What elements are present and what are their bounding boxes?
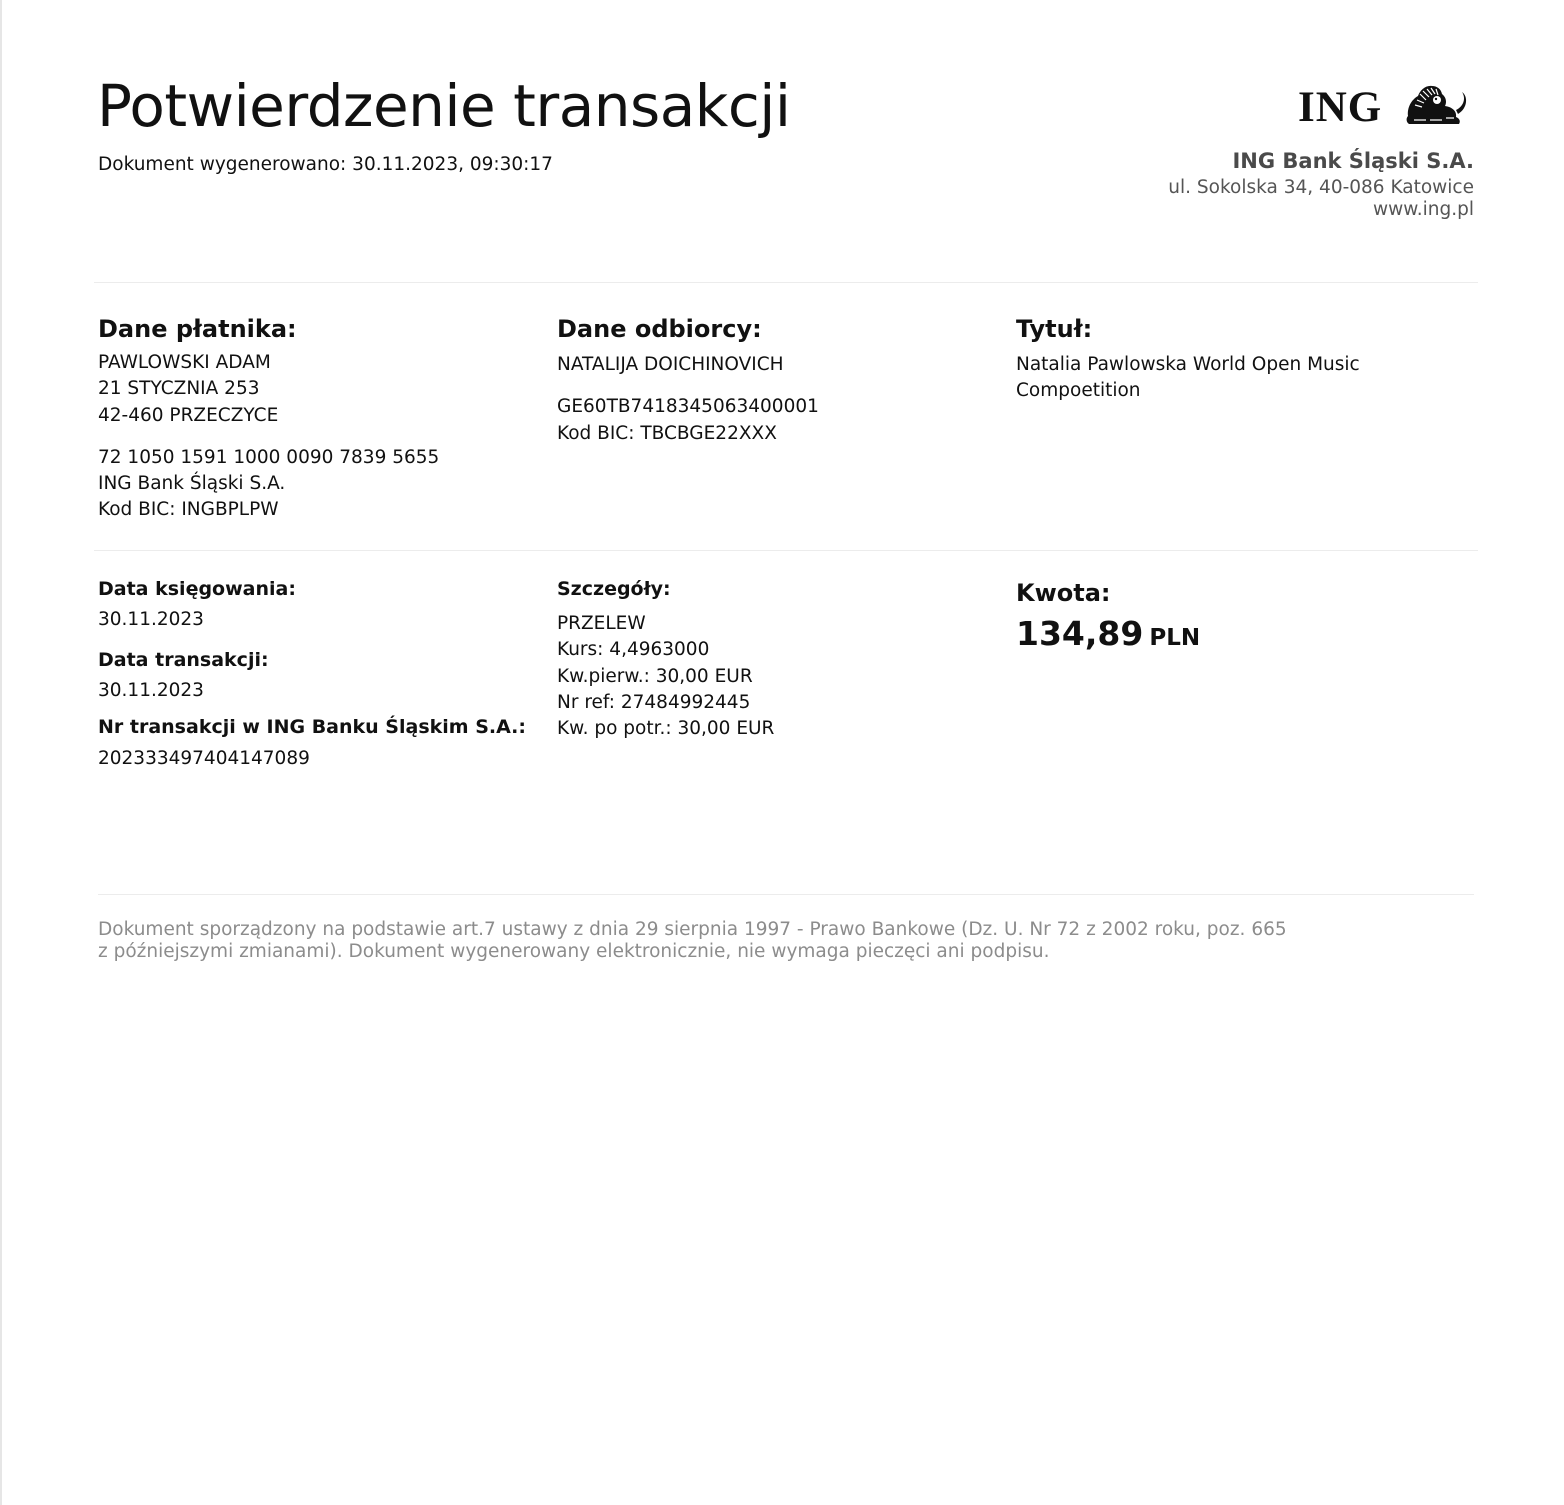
lion-icon (1407, 86, 1466, 124)
payer-heading: Dane płatnika: (98, 315, 297, 343)
transaction-number-label: Nr transakcji w ING Banku Śląskim S.A.: (98, 716, 526, 738)
dates-section (98, 575, 538, 773)
generated-value: 30.11.2023, 09:30:17 (352, 154, 553, 175)
payer-street: 21 STYCZNIA 253 (98, 378, 260, 400)
details-section (557, 575, 997, 742)
amount-heading: Kwota: (1016, 579, 1111, 607)
legal-note-line-2: z późniejszymi zmianami). Dokument wygenerowany elektronicznie, nie wymaga pieczęci ani podpisu. (98, 941, 1050, 962)
payer-section (98, 312, 538, 524)
transaction-date-value: 30.11.2023 (98, 680, 204, 701)
details-line: Nr ref: 27484992445 (557, 691, 751, 713)
details-line: Kurs: 4,4963000 (557, 639, 710, 661)
bank-name: ING Bank Śląski S.A. (1232, 149, 1474, 173)
details-heading: Szczegóły: (557, 578, 671, 600)
page-edge (0, 0, 2, 1505)
recipient-account: GE60TB7418345063400001 (557, 396, 819, 418)
legal-note (98, 919, 1398, 963)
amount-currency: PLN (1149, 625, 1201, 651)
amount-section (1016, 576, 1456, 653)
details-line: Kw. po potr.: 30,00 EUR (557, 718, 775, 740)
recipient-section (557, 312, 997, 447)
payer-bic: Kod BIC: INGBPLPW (98, 499, 279, 521)
payer-name: PAWLOWSKI ADAM (98, 352, 271, 373)
generated-label: Dokument wygenerowano: (98, 154, 347, 175)
payer-bank: ING Bank Śląski S.A. (98, 473, 286, 495)
divider (98, 894, 1474, 895)
details-line: Kw.pierw.: 30,00 EUR (557, 665, 753, 687)
payer-account: 72 1050 1591 1000 0090 7839 5655 (98, 446, 440, 468)
page-title: Potwierdzenie transakcji (97, 72, 791, 140)
transaction-number-value: 202333497404147089 (98, 748, 310, 769)
amount (1016, 614, 1456, 653)
divider (94, 550, 1478, 551)
title-line-1: Natalia Pawlowska World Open Music (1016, 354, 1360, 375)
recipient-name: NATALIJA DOICHINOVICH (557, 354, 784, 375)
details-line: PRZELEW (557, 613, 646, 634)
recipient-heading: Dane odbiorcy: (557, 315, 762, 343)
payer-city: 42-460 PRZECZYCE (98, 404, 279, 426)
ing-logo (1296, 80, 1468, 130)
transaction-date-label: Data transakcji: (98, 649, 269, 671)
title-line-2: Compoetition (1016, 380, 1141, 402)
title-heading: Tytuł: (1016, 315, 1093, 343)
generated-timestamp (98, 152, 553, 178)
ing-logo-text: ING (1298, 84, 1383, 130)
posting-date-value: 30.11.2023 (98, 609, 204, 630)
bank-website: www.ing.pl (1373, 199, 1474, 220)
divider (94, 282, 1478, 283)
posting-date-label: Data księgowania: (98, 578, 296, 600)
recipient-bic: Kod BIC: TBCBGE22XXX (557, 422, 777, 444)
legal-note-line-1: Dokument sporządzony na podstawie art.7 ustawy z dnia 29 sierpnia 1997 - Prawo Bankowe (Dz. U. Nr 72 z 2002 roku, poz. 665 (98, 919, 1287, 940)
bank-address: ul. Sokolska 34, 40-086 Katowice (1168, 177, 1474, 198)
amount-value: 134,89 (1016, 614, 1144, 653)
title-section (1016, 312, 1456, 405)
